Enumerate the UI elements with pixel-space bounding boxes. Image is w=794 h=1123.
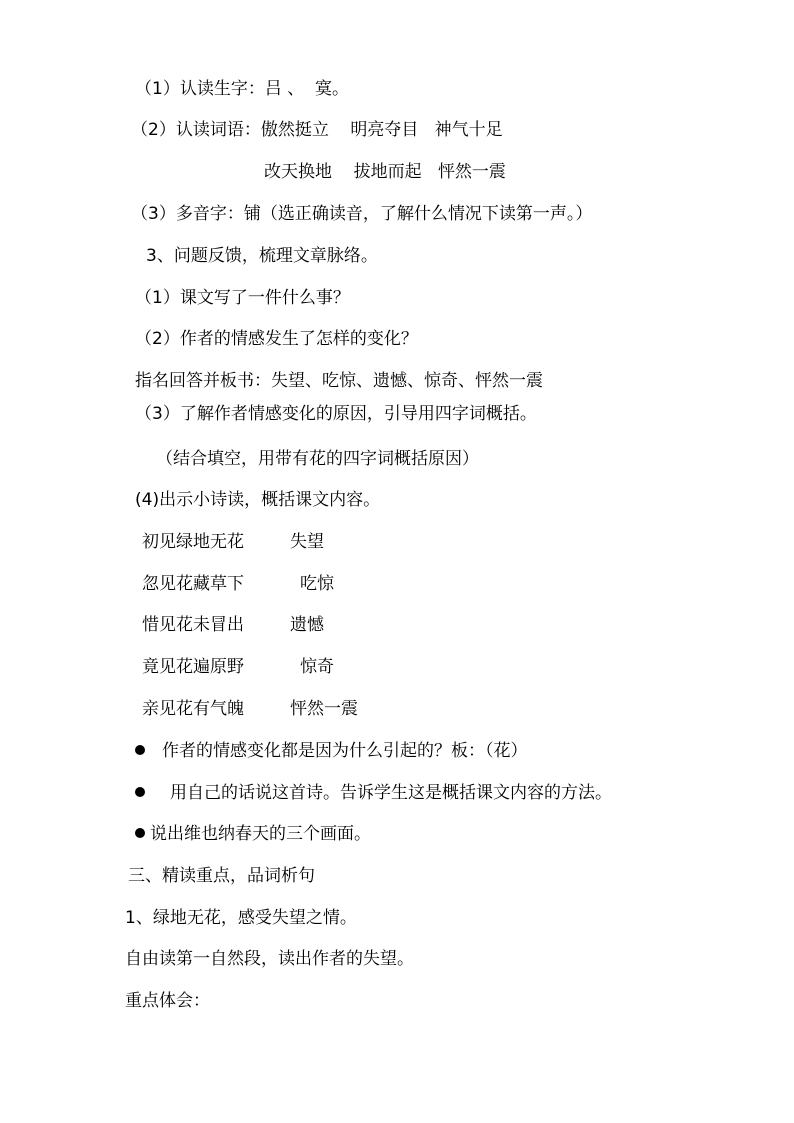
key-points-label: 重点体会： — [125, 991, 210, 1011]
poem-emotion: 惊奇 — [300, 657, 334, 677]
text-line-polyphone: （3）多音字：铺（选正确读音，了解什么情况下读第一声。） — [131, 204, 593, 224]
poem-verse: 初见绿地无花 — [142, 532, 244, 552]
section-heading: 三、精读重点，品词析句 — [128, 866, 315, 886]
poem-verse: 亲见花有气魄 — [142, 699, 244, 719]
poem-emotion: 失望 — [290, 532, 324, 552]
bullet-icon — [135, 745, 145, 755]
instruction-text: 自由读第一自然段，读出作者的失望。 — [125, 949, 414, 969]
bullet-icon — [135, 828, 145, 838]
bullet-icon — [135, 787, 145, 797]
bullet-text: 说出维也纳春天的三个画面。 — [150, 824, 371, 844]
poem-verse: 惜见花未冒出 — [142, 615, 244, 635]
text-line-vocabulary-cont: 改天换地 拔地而起 怦然一震 — [264, 162, 506, 182]
text-line-question-2: （2）作者的情感发生了怎样的变化？ — [135, 329, 418, 349]
poem-verse: 竟见花遍原野 — [142, 657, 244, 677]
text-line-fill-blank: （结合填空，用带有花的四字词概括原因） — [156, 449, 479, 469]
text-line-vocabulary: （2）认读词语：傲然挺立 明亮夺目 神气十足 — [131, 120, 503, 140]
poem-emotion: 吃惊 — [300, 574, 334, 594]
text-line-poem-intro: (4)出示小诗读，概括课文内容。 — [135, 490, 381, 510]
bullet-text: 作者的情感变化都是因为什么引起的？板：（花） — [162, 741, 528, 761]
text-line-new-characters: （1）认读生字：吕 、 寞。 — [135, 79, 350, 99]
subsection-heading: 1、绿地无花，感受失望之情。 — [125, 908, 357, 928]
poem-emotion: 怦然一震 — [290, 699, 358, 719]
text-line-question-3: （3）了解作者情感变化的原因，引导用四字词概括。 — [135, 404, 537, 424]
text-line-feedback: 3、问题反馈，梳理文章脉络。 — [146, 246, 378, 266]
bullet-text: 用自己的话说这首诗。告诉学生这是概括课文内容的方法。 — [170, 783, 612, 803]
text-line-question-1: （1）课文写了一件什么事？ — [135, 288, 350, 308]
poem-verse: 忽见花藏草下 — [142, 574, 244, 594]
text-line-board-writing: 指名回答并板书：失望、吃惊、遗憾、惊奇、怦然一震 — [135, 371, 543, 391]
poem-emotion: 遗憾 — [290, 615, 324, 635]
